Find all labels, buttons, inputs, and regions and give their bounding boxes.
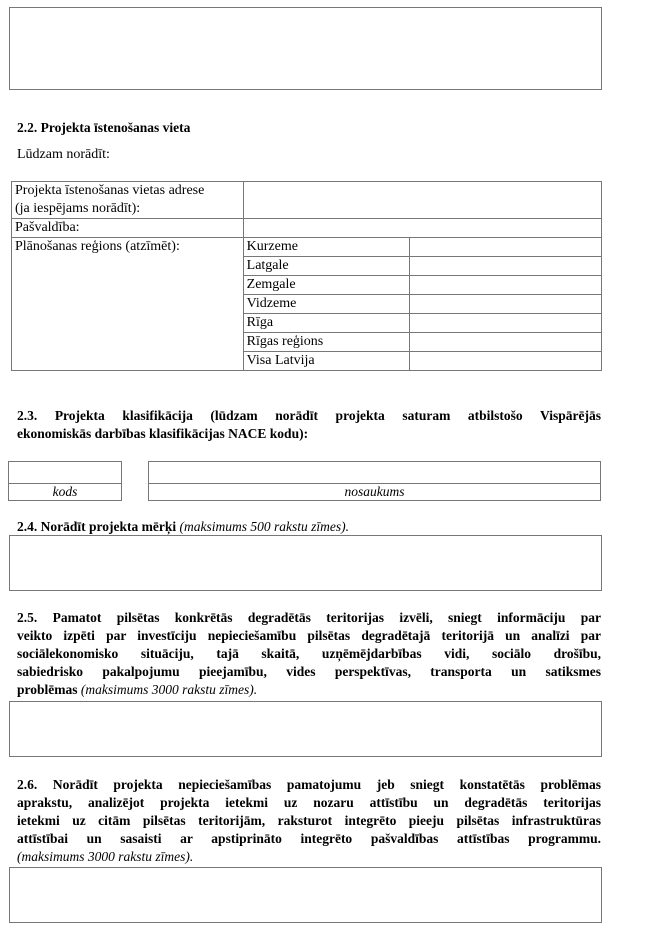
nace-code-caption: kods — [52, 484, 78, 499]
previous-answer-box[interactable] — [9, 7, 602, 90]
section-2-2-intro: Lūdzam norādīt: — [17, 147, 110, 162]
region-mark-cell[interactable] — [410, 276, 602, 295]
municipality-label: Pašvaldība: — [12, 219, 244, 238]
location-table — [11, 181, 602, 371]
section-2-4-note: (maksimums 500 rakstu zīmes). — [179, 519, 349, 534]
region-name: Vidzeme — [243, 295, 410, 314]
project-goals-field[interactable] — [9, 535, 602, 591]
section-2-5-note: (maksimums 3000 rakstu zīmes). — [80, 682, 258, 697]
nace-name-field[interactable] — [148, 461, 601, 484]
region-mark-cell[interactable] — [410, 333, 602, 352]
section-2-5-heading: 2.5. Pamatot pilsētas konkrētās degradētās teritorijas izvēli, sniegt informāciju par veikto izpēti par investīciju nepieciešamību pilsētas degradētajā teritorijā un analīzi par sociālekonomisko situāciju, tajā skaitā, uzņēmējdarbības vidi, sociālo drošību, sabiedrisko pakalpojumu pieejamību, vides perspektīvas, transporta un satiksmes problēmas (maksimums 3000 rakstu zīmes). — [17, 610, 601, 697]
need-justification-field[interactable] — [9, 867, 602, 923]
region-mark-cell[interactable] — [410, 257, 602, 276]
municipality-row — [12, 219, 602, 238]
section-2-4-heading: 2.4. Norādīt projekta mērķi (maksimums 500 rakstu zīmes). — [17, 519, 349, 534]
region-row — [12, 238, 602, 257]
region-name: Latgale — [243, 257, 410, 276]
section-2-6-heading: 2.6. Norādīt projekta nepieciešamības pamatojumu jeb sniegt konstatētās problēmas aprakstu, analizējot projekta ietekmi uz nozaru attīstību un degradētās teritorijas ietekmi uz citām pilsētas teritorijām, raksturot integrēto pieeju pilsētas infrastruktūras attīstībai un sasaisti ar apstiprināto integrēto pašvaldības attīstības programmu. (maksimums 3000 rakstu zīmes). — [17, 777, 601, 864]
region-mark-cell[interactable] — [410, 295, 602, 314]
section-2-3-heading: 2.3. Projekta klasifikācija (lūdzam norādīt projekta saturam atbilstošo Vispārējās — [17, 408, 601, 423]
section-2-3-heading-cont: ekonomiskās darbības klasifikācijas NACE kodu): — [17, 426, 309, 441]
region-name: Kurzeme — [243, 238, 410, 257]
municipality-input-cell[interactable] — [243, 219, 601, 238]
address-row — [12, 182, 602, 219]
region-name: Rīga — [243, 314, 410, 333]
nace-name-caption: nosaukums — [344, 484, 405, 499]
region-name: Rīgas reģions — [243, 333, 410, 352]
section-2-2-heading: 2.2. Projekta īstenošanas vieta — [17, 120, 191, 135]
address-label: Projekta īstenošanas vietas adrese (ja iespējams norādīt): — [12, 182, 244, 219]
address-input-cell[interactable] — [243, 182, 601, 219]
region-name: Visa Latvija — [243, 352, 410, 371]
nace-code-field[interactable] — [8, 461, 122, 484]
region-mark-cell[interactable] — [410, 238, 602, 257]
region-label: Plānošanas reģions (atzīmēt): — [12, 238, 244, 371]
region-name: Zemgale — [243, 276, 410, 295]
territory-justification-field[interactable] — [9, 701, 602, 757]
region-mark-cell[interactable] — [410, 352, 602, 371]
region-mark-cell[interactable] — [410, 314, 602, 333]
section-2-6-note: (maksimums 3000 rakstu zīmes). — [17, 849, 194, 864]
